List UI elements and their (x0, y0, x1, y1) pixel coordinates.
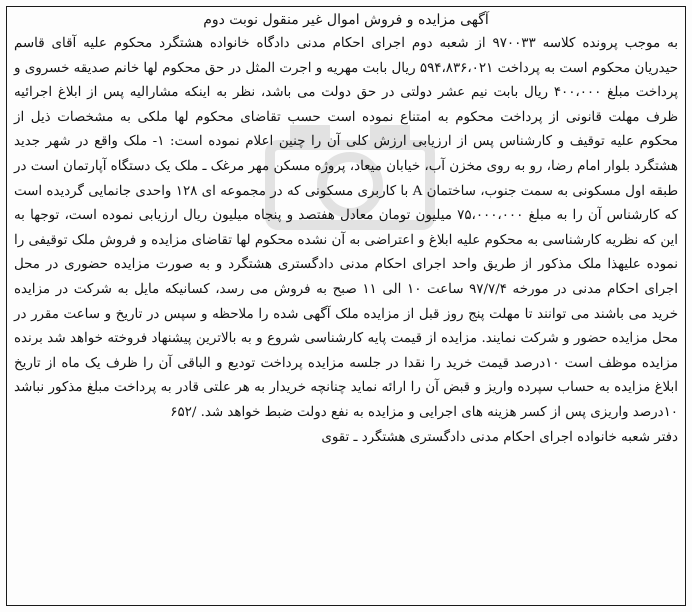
notice-body: به موجب پرونده کلاسه ۹۷۰۰۳۳ از شعبه دوم اجرای احکام مدنی دادگاه خانواده هشتگرد محکوم علیه آقای قاسم حیدریان محکوم است به پرداخت ۵۹۴،۸۳۶،۰۲۱ ریال بابت مهریه و اجرت المثل در حق محکوم لها خانم صدیقه خسروی و پرداخت مبلغ ۴۰۰،۰۰۰ ریال بابت نیم عشر دولتی در حق دولت می باشد، نظر به اینکه مشارالیه پس از ابلاغ اجرائیه ظرف مهلت قانونی از پرداخت محکوم به امتناع نموده است حسب تقاضای محکوم لها ملکی به مشخصات ذیل از محکوم علیه توقیف و کارشناس پس از ارزیابی ارزش کلی آن را چنین اعلام نموده است: ۱- ملک واقع در شهر جدید هشتگرد بلوار امام رضا، رو به روی مخزن آب، خیابان میعاد، پروژه مسکن مهر مرغک ـ ملک یک دستگاه آپارتمان است در طبقه اول مسکونی به سمت جنوب، ساختمان A با کاربری مسکونی که در مجموعه ای ۱۲۸ واحدی جانمایی گردیده است که کارشناس آن را به مبلغ ۷۵،۰۰۰،۰۰۰ میلیون تومان معادل هفتصد و پنجاه میلیون ریال ارزیابی نموده است، توجها به این که نظریه کارشناسی به محکوم علیه ابلاغ و اعتراضی به آن نشده محکوم لها تقاضای مزایده و فروش ملک توقیفی را نموده علیهذا ملک مذکور از طریق واحد اجرای احکام مدنی دادگستری هشتگرد و به صورت مزایده حضوری در محل اجرای احکام مدنی در مورخه ۹۷/۷/۴ ساعت ۱۰ الی ۱۱ صبح به فروش می رسد، کسانیکه مایل به شرکت در مزایده خرید می باشند می توانند تا مهلت پنج روز قبل از مزایده ملک آگهی شده را ملاحظه و سپس در تاریخ و ساعت مقرر در محل مزایده حضور و شرکت نمایند. مزایده از قیمت پایه کارشناسی شروع و به بالاترین پیشنهاد فروخته خواهد شد برنده مزایده موظف است ۱۰درصد قیمت خرید را نقدا در جلسه مزایده پرداخت تودیع و الباقی آن را ظرف یک ماه از تاریخ ابلاغ مزایده به حساب سپرده واریز و قبض آن را ارائه نماید چنانچه خریدار به هر علتی قادر به پرداخت مبلغ مذکور نباشد ۱۰درصد واریزی پس از کسر هزینه های اجرایی و مزایده به نفع دولت ضبط خواهد شد. /۶۵۲ (14, 36, 679, 420)
notice-title: آگهی مزایده و فروش اموال غیر منقول نوبت دوم (203, 12, 489, 28)
notice-signature: دفتر شعبه خانواده اجرای احکام مدنی دادگستری هشتگرد ـ تقوی (321, 429, 678, 445)
notice-document (14, 8, 678, 450)
